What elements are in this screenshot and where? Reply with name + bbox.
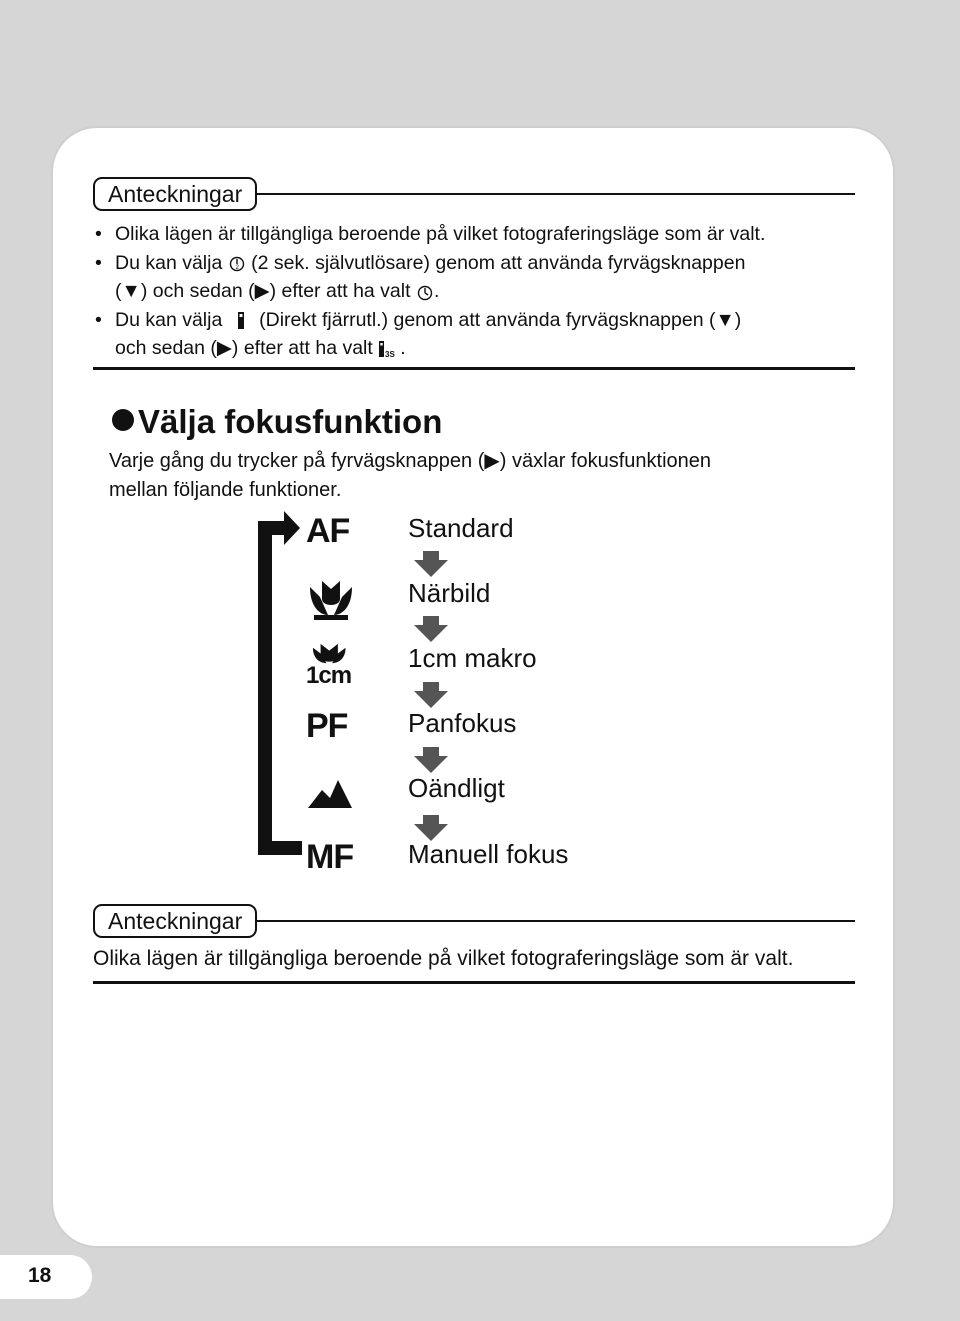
bullet-text: Olika lägen är tillgängliga beroende på vilket fotograferingsläge som är valt.: [115, 223, 766, 245]
notes-header-top: [93, 177, 855, 211]
bullet-dot-icon: [112, 409, 134, 431]
mode-row-af: [300, 512, 860, 572]
af-icon: AF: [306, 512, 350, 550]
bullet-text: (2 sek. självutlösare) genom att använda fyrvägsknappen: [245, 251, 746, 274]
svg-text:2: 2: [235, 265, 239, 272]
list-item: • Olika lägen är tillgängliga beroende på vilket fotograferingsläge som är valt.: [95, 223, 766, 245]
remote-3s-icon: [378, 338, 400, 360]
list-item: • Du kan välja 2 (2 sek. självutlösare) genom att använda fyrvägsknappen (▼) och sedan (▶) efter att ha valt .: [95, 251, 746, 302]
cycle-bracket: [258, 535, 276, 855]
down-triangle-icon: ▼: [121, 280, 141, 302]
right-triangle-icon: ▶: [484, 450, 500, 472]
mode-label: Standard: [408, 513, 514, 543]
down-arrow-icon: [414, 616, 448, 642]
mode-label: Närbild: [408, 578, 491, 608]
mode-row-mf: [300, 838, 860, 898]
section-intro: Varje gång du trycker på fyrvägsknappen (▶) växlar fokusfunktionen mellan följande funktioner.: [109, 450, 712, 501]
mode-label: Oändligt: [408, 773, 505, 803]
macro-1cm-code: 1cm: [306, 662, 352, 689]
notes-header-line: [243, 920, 855, 922]
page-number: 18: [28, 1264, 52, 1287]
list-item: • Du kan välja (Direkt fjärrutl.) genom att använda fyrvägsknappen (▼) och sedan (▶) efter att ha valt 3S .: [95, 308, 742, 359]
right-triangle-icon: ▶: [254, 280, 270, 302]
down-arrow-icon: [414, 551, 448, 577]
notes-header-line: [243, 193, 855, 195]
mode-row-infinity: [300, 772, 860, 832]
notes-divider: [93, 367, 855, 370]
pf-icon: PF: [306, 707, 348, 745]
macro-icon: [300, 577, 370, 627]
cycle-bracket-bottom: [258, 841, 302, 855]
mode-row-macro: [300, 577, 860, 637]
down-arrow-icon: [414, 682, 448, 708]
remote-icon: [234, 309, 248, 331]
notes-header-bottom: [93, 904, 855, 938]
right-triangle-icon: ▶: [216, 337, 232, 359]
self-timer-2s-icon: [228, 254, 246, 272]
infinity-mountain-icon: [300, 772, 370, 822]
down-arrow-icon: [414, 747, 448, 773]
mode-label: Panfokus: [408, 708, 517, 738]
cycle-arrow-icon: [284, 511, 300, 545]
svg-text:3S: 3S: [385, 349, 396, 359]
self-timer-icon: [416, 283, 434, 301]
mode-row-1cm-macro: [300, 642, 860, 702]
notes-label: Anteckningar: [93, 177, 257, 211]
page-number-tab: [0, 1255, 92, 1299]
bullet-text: Du kan välja: [115, 251, 228, 274]
bottom-note-text: Olika lägen är tillgängliga beroende på vilket fotograferingsläge som är valt.: [93, 947, 794, 970]
mode-row-pf: [300, 707, 860, 767]
mode-label: 1cm makro: [408, 643, 537, 673]
section-title: Välja fokusfunktion: [112, 402, 442, 442]
mf-icon: MF: [306, 838, 354, 876]
mode-label: Manuell fokus: [408, 839, 569, 869]
notes-label: Anteckningar: [93, 904, 257, 938]
notes-divider: [93, 981, 855, 984]
down-triangle-icon: ▼: [715, 308, 735, 331]
notes-bullet-list: [93, 220, 873, 363]
